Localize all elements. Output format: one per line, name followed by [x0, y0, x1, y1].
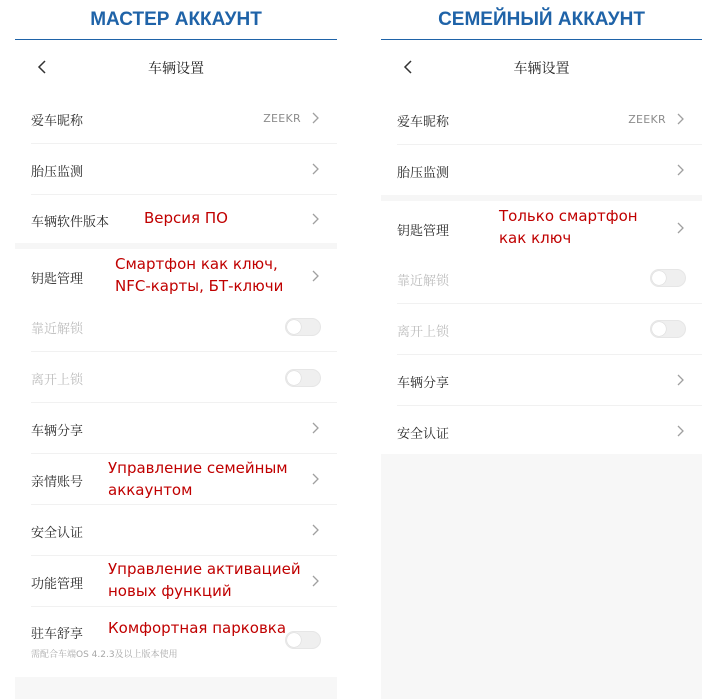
chevron-right-icon — [311, 473, 319, 485]
nav-title: 车辆设置 — [513, 61, 570, 77]
annotation-key-line1: Смартфон как ключ, — [115, 255, 278, 273]
row-nickname[interactable] — [381, 93, 702, 144]
row-label: 爱车昵称 — [397, 115, 450, 130]
row-label: 车辆分享 — [397, 376, 450, 391]
row-label: 车辆软件版本 — [31, 215, 110, 230]
chevron-right-icon — [676, 425, 684, 437]
row-vehicle-share[interactable] — [381, 355, 702, 405]
master-heading: МАСТЕР АККАУНТ — [90, 9, 262, 30]
row-vehicle-share[interactable] — [15, 403, 337, 453]
family-account-panel — [381, 0, 702, 699]
chevron-right-icon — [311, 524, 319, 536]
row-label: 钥匙管理 — [397, 224, 450, 239]
chevron-right-icon — [311, 270, 319, 282]
approach-unlock-toggle[interactable] — [285, 318, 321, 336]
chevron-right-icon — [676, 374, 684, 386]
row-approach-unlock — [15, 301, 337, 351]
annotation-key-line2: NFC-карты, БТ-ключи — [115, 277, 284, 295]
annotation-parking: Комфортная парковка — [108, 619, 287, 637]
chevron-right-icon — [676, 113, 684, 125]
heading-rule — [15, 39, 337, 40]
row-label: 胎压监测 — [31, 165, 84, 180]
chevron-right-icon — [676, 222, 684, 234]
nickname-value: ZEEKR — [628, 113, 666, 126]
row-tire-pressure[interactable] — [15, 144, 337, 194]
row-label: 靠近解锁 — [31, 322, 84, 337]
row-label: 胎压监测 — [397, 166, 450, 181]
chevron-right-icon — [311, 422, 319, 434]
heading-rule — [381, 39, 702, 40]
row-label: 驻车舒享 — [31, 627, 84, 642]
chevron-right-icon — [311, 575, 319, 587]
chevron-right-icon — [676, 164, 684, 176]
row-nickname[interactable] — [15, 93, 337, 143]
row-label: 安全认证 — [397, 427, 450, 442]
row-leave-lock — [15, 352, 337, 402]
approach-unlock-toggle[interactable] — [650, 269, 686, 287]
master-account-panel — [15, 0, 337, 699]
list-bottom-area — [381, 454, 702, 699]
leave-lock-toggle[interactable] — [650, 320, 686, 338]
row-label: 离开上锁 — [31, 373, 84, 388]
row-label: 钥匙管理 — [31, 272, 84, 287]
annotation-family-line1: Управление семейным — [108, 459, 288, 477]
row-label: 亲情账号 — [31, 475, 84, 490]
nav-bar — [381, 41, 702, 93]
nav-title: 车辆设置 — [148, 61, 204, 77]
list-bottom-area — [15, 677, 337, 699]
nav-bar — [15, 41, 337, 93]
row-leave-lock — [381, 304, 702, 354]
row-security-auth[interactable] — [381, 406, 702, 454]
annotation-features-line1: Управление активацией — [108, 560, 301, 578]
leave-lock-toggle[interactable] — [285, 369, 321, 387]
chevron-right-icon — [311, 112, 319, 124]
annotation-key-line1: Только смартфон — [499, 207, 638, 225]
annotation-key-line2: как ключ — [499, 229, 572, 247]
row-label: 安全认证 — [31, 526, 84, 541]
chevron-right-icon — [311, 163, 319, 175]
row-label: 车辆分享 — [31, 424, 84, 439]
chevron-right-icon — [311, 213, 319, 225]
row-security-auth[interactable] — [15, 505, 337, 555]
parking-version-note: 需配合车端OS 4.2.3及以上版本使用 — [31, 650, 178, 660]
row-label: 爱车昵称 — [31, 114, 84, 129]
row-label: 靠近解锁 — [397, 274, 450, 289]
row-label: 功能管理 — [31, 577, 84, 592]
row-label: 离开上锁 — [397, 325, 450, 340]
parking-comfort-toggle[interactable] — [285, 631, 321, 649]
nickname-value: ZEEKR — [263, 112, 301, 125]
row-tire-pressure[interactable] — [381, 145, 702, 195]
annotation-features-line2: новых функций — [108, 582, 232, 600]
family-heading: СЕМЕЙНЫЙ АККАУНТ — [438, 9, 645, 30]
row-approach-unlock — [381, 253, 702, 303]
annotation-family-line2: аккаунтом — [108, 481, 193, 499]
annotation-software: Версия ПО — [144, 209, 228, 227]
